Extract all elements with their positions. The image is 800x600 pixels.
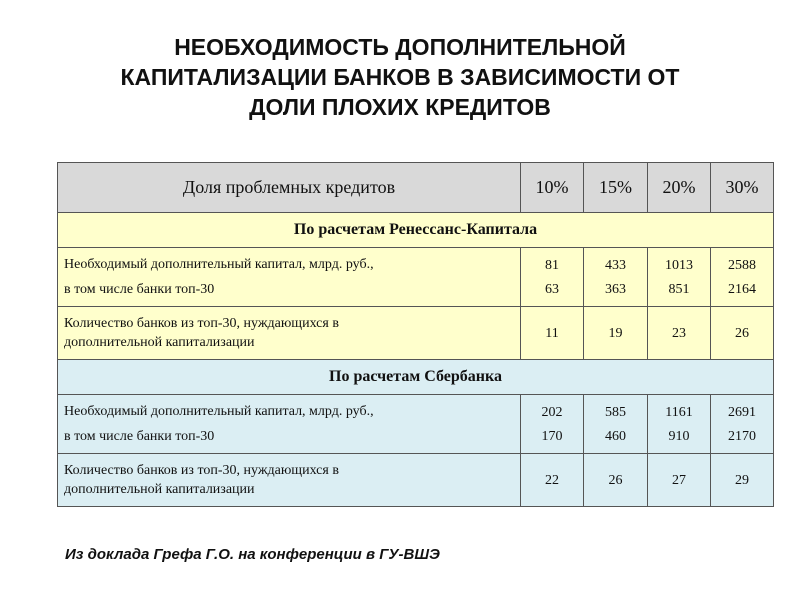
row-label-line: Количество банков из топ-30, нуждающихся в: [64, 463, 339, 478]
table-cell: 11: [521, 307, 584, 360]
table-cell: [584, 395, 648, 454]
row-label: [58, 395, 521, 454]
header-col: 15%: [584, 163, 648, 213]
cell-value: 81: [545, 257, 559, 273]
source-note: Из доклада Грефа Г.О. на конференции в ГУ-ВШЭ: [65, 546, 440, 563]
cell-value: 2691: [728, 404, 756, 420]
table-cell: 22: [521, 454, 584, 507]
table-header-row: [58, 163, 774, 213]
header-col: 10%: [521, 163, 584, 213]
row-label-line: в том числе банки топ-30: [64, 282, 215, 297]
cell-value: 202: [541, 404, 563, 420]
row-label-line: дополнительной капитализации: [64, 335, 255, 350]
cell-value: 460: [605, 428, 626, 444]
header-label: Доля проблемных кредитов: [58, 163, 521, 213]
table-cell: 19: [584, 307, 648, 360]
table-cell: 27: [648, 454, 711, 507]
cell-value: 63: [545, 281, 559, 297]
row-label-line: Необходимый дополнительный капитал, млрд. руб.,: [64, 257, 374, 272]
cell-value: 1161: [665, 404, 693, 420]
section-header-row: [58, 213, 774, 248]
table-cell: 26: [584, 454, 648, 507]
cell-value: 363: [605, 281, 626, 297]
table-cell: [648, 248, 711, 307]
page-title: [40, 32, 760, 122]
title-line: ДОЛИ ПЛОХИХ КРЕДИТОВ: [249, 94, 551, 120]
cell-value: 910: [668, 428, 690, 444]
row-label-line: Количество банков из топ-30, нуждающихся в: [64, 316, 339, 331]
table-cell: [584, 248, 648, 307]
row-label: [58, 248, 521, 307]
cell-value: 2164: [728, 281, 756, 297]
header-col: 30%: [711, 163, 774, 213]
cell-value: 170: [541, 428, 563, 444]
section-header-row: [58, 360, 774, 395]
table-row: [58, 395, 774, 454]
table-cell: 29: [711, 454, 774, 507]
table-cell: [521, 395, 584, 454]
cell-value: 585: [605, 404, 626, 420]
table-cell: 23: [648, 307, 711, 360]
table-row: [58, 454, 774, 507]
cell-value: 2170: [728, 428, 756, 444]
row-label-line: дополнительной капитализации: [64, 482, 255, 497]
header-col: 20%: [648, 163, 711, 213]
row-label: [58, 307, 521, 360]
row-label: [58, 454, 521, 507]
cell-value: 851: [668, 281, 690, 297]
cell-value: 1013: [665, 257, 693, 273]
title-line: КАПИТАЛИЗАЦИИ БАНКОВ В ЗАВИСИМОСТИ ОТ: [120, 64, 680, 90]
section-title: По расчетам Ренессанс-Капитала: [58, 213, 774, 248]
table-cell: [521, 248, 584, 307]
capitalization-table: [57, 162, 774, 507]
table-row: [58, 307, 774, 360]
cell-value: 2588: [728, 257, 756, 273]
title-line: НЕОБХОДИМОСТЬ ДОПОЛНИТЕЛЬНОЙ: [174, 34, 626, 60]
row-label-line: в том числе банки топ-30: [64, 429, 215, 444]
table-row: [58, 248, 774, 307]
section-title: По расчетам Сбербанка: [58, 360, 774, 395]
table-cell: 26: [711, 307, 774, 360]
table-cell: [648, 395, 711, 454]
cell-value: 433: [605, 257, 626, 273]
row-label-line: Необходимый дополнительный капитал, млрд. руб.,: [64, 404, 374, 419]
table-cell: [711, 395, 774, 454]
table-cell: [711, 248, 774, 307]
